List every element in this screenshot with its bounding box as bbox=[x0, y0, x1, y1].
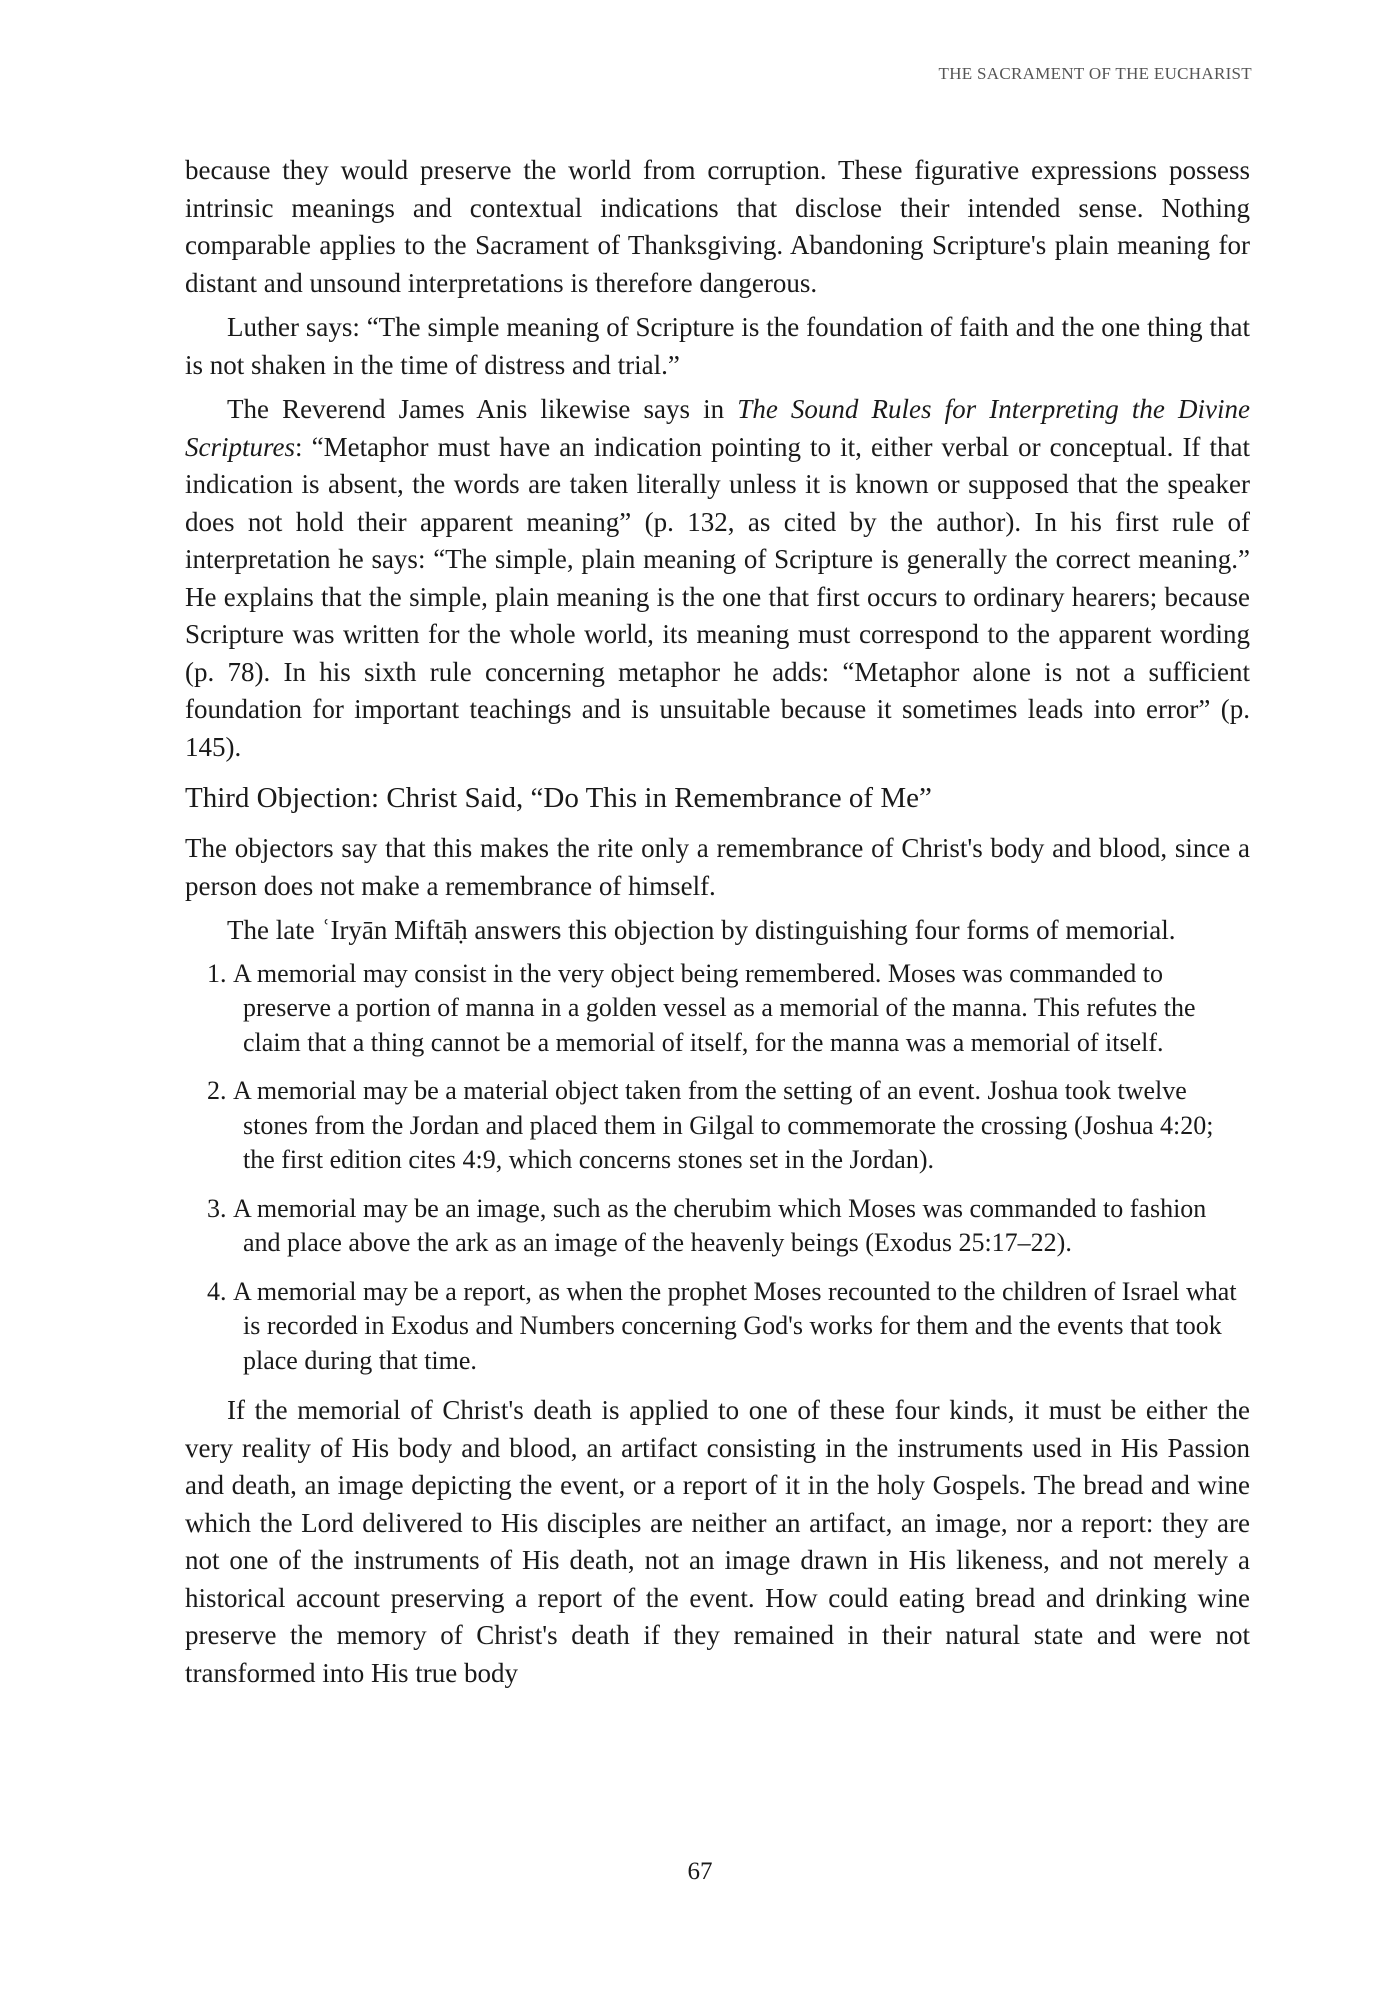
list-item-number: 3. bbox=[207, 1193, 227, 1223]
list-item-number: 1. bbox=[207, 958, 227, 988]
paragraph-conclusion: If the memorial of Christ's death is applied to one of these four kinds, it must be either the very reality of His body and blood, an artifact consisting in the instruments used in His Passion and death, an image depicting the event, or a report of it in the holy Gospels. The bread and wine which the Lord delivered to His disciples are neither an artifact, an image, nor a report: they are not one of the instruments of His death, not an image drawn in His likeness, and not merely a historical account preserving a report of the event. How could eating bread and drinking wine preserve the memory of Christ's death if they remained in their natural state and were not transformed into His true body bbox=[185, 1395, 1250, 1688]
paragraph-luther-quote: Luther says: “The simple meaning of Scripture is the foundation of faith and the one thing that is not shaken in the time of distress and trial.” bbox=[185, 312, 1250, 380]
list-item bbox=[185, 957, 1243, 1061]
list-item bbox=[185, 1074, 1243, 1178]
paragraph-continuation: because they would preserve the world from corruption. These figurative expressions possess intrinsic meanings and contextual indications that disclose their intended sense. Nothing comparable applies to the Sacrament of Thanksgiving. Abandoning Scripture's plain meaning for distant and unsound interpretations is therefore dangerous. bbox=[185, 155, 1250, 298]
paragraph-anis-body: : “Metaphor must have an indication pointing to it, either verbal or conceptual. If that indication is absent, the words are taken literally unless it is known or supposed that the speaker does not hold their apparent meaning” (p. 132, as cited by the author). In his first rule of interpretation he says: “The simple, plain meaning of Scripture is generally the correct meaning.” He explains that the simple, plain meaning is the one that first occurs to ordinary hearers; because Scripture was written for the whole world, its meaning must correspond to the apparent wording (p. 78). In his sixth rule concerning metaphor he adds: “Metaphor alone is not a sufficient foundation for important teachings and is unsuitable because it sometimes leads into error” (p. 145). bbox=[185, 431, 1250, 762]
paragraph-anis-intro: The Reverend James Anis likewise says in bbox=[227, 394, 738, 424]
list-item-number: 2. bbox=[207, 1076, 227, 1105]
list-item bbox=[185, 1275, 1243, 1379]
list-item-text: A memorial may consist in the very object being remembered. Moses was commanded to preserve a portion of manna in a golden vessel as a memorial of the manna. This refutes the claim that a thing cannot be a memorial of itself, for the manna was a memorial of itself. bbox=[233, 958, 1196, 1057]
list-item-text: A memorial may be an image, such as the cherubim which Moses was commanded to fashion and place above the ark as an image of the heavenly beings (Exodus 25:17–22). bbox=[233, 1193, 1207, 1257]
paragraph-anis-rules bbox=[185, 391, 1250, 766]
paragraph-answer-intro: The late ʿIryān Miftāḥ answers this objection by distinguishing four forms of memorial. bbox=[227, 915, 1176, 945]
section-heading: Third Objection: Christ Said, “Do This in Remembrance of Me” bbox=[185, 782, 932, 814]
running-head: THE SACRAMENT OF THE EUCHARIST bbox=[938, 64, 1252, 83]
list-item bbox=[185, 1192, 1243, 1261]
page-number: 67 bbox=[687, 1858, 713, 1885]
list-item-text: A memorial may be a material object taken from the setting of an event. Joshua took twelve stones from the Jordan and placed them in Gilgal to commemorate the crossing (Joshua 4:20; the first edition cites 4:9, which concerns stones set in the Jordan). bbox=[233, 1076, 1214, 1174]
list-item-number: 4. bbox=[207, 1276, 227, 1306]
book-title: The Sound Rules for Interpreting the Divine Scriptures bbox=[185, 394, 1250, 462]
memorial-list bbox=[185, 957, 1250, 1379]
paragraph-objection: The objectors say that this makes the rite only a remembrance of Christ's body and blood, since a person does not make a remembrance of himself. bbox=[185, 833, 1250, 901]
list-item-text: A memorial may be a report, as when the prophet Moses recounted to the children of Israel what is recorded in Exodus and Numbers concerning God's works for them and the events that took place during that time. bbox=[233, 1276, 1237, 1375]
page-body bbox=[185, 152, 1250, 1699]
